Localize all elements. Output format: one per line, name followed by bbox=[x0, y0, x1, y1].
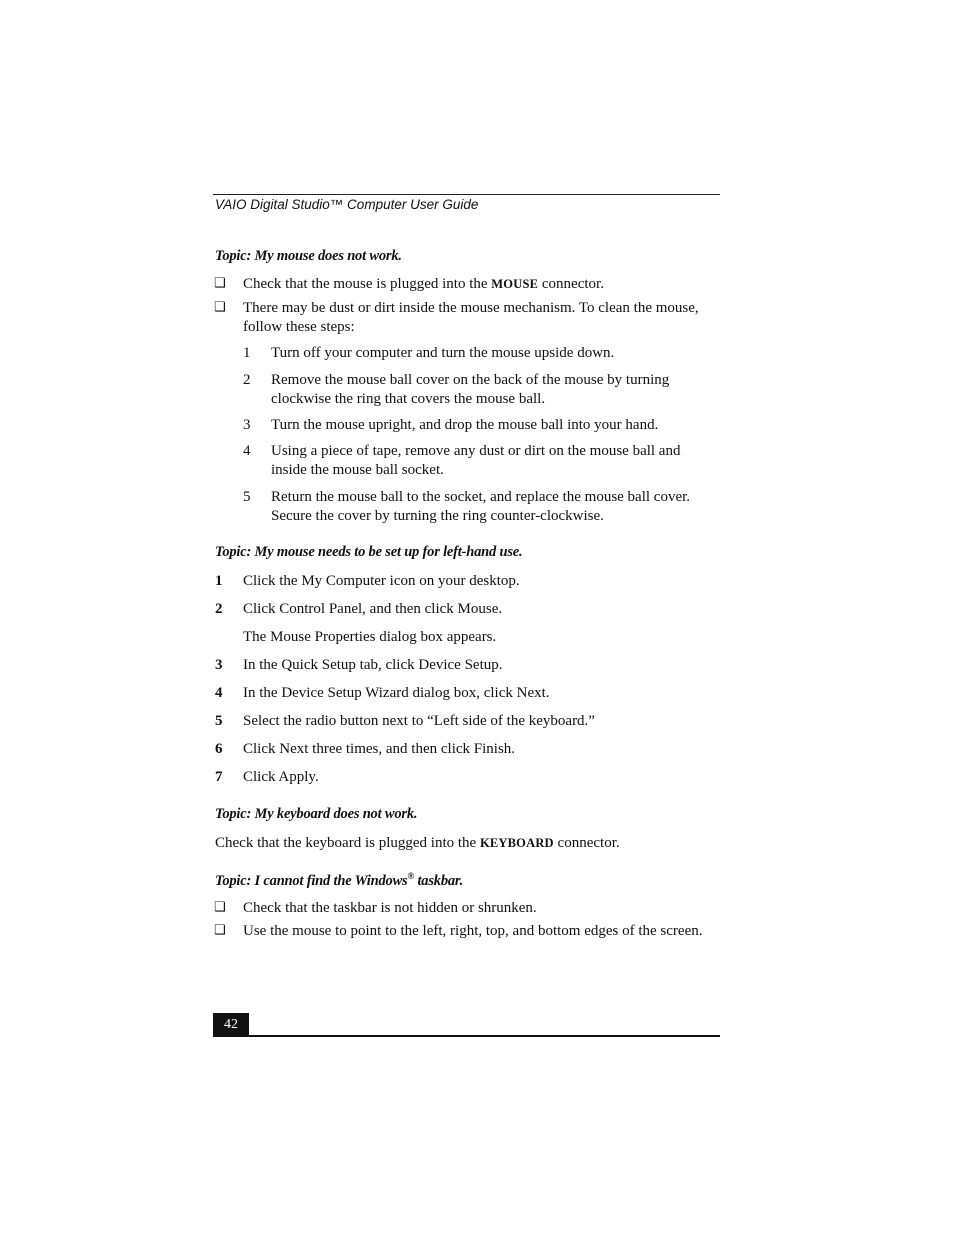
step-text: Remove the mouse ball cover on the back of the mouse by turning bbox=[271, 372, 670, 388]
step-number: 7 bbox=[215, 769, 223, 785]
bullet-checkbox-icon: ❑ bbox=[214, 300, 226, 315]
header-rule bbox=[213, 194, 720, 195]
keyboard-connector-label: KEYBOARD bbox=[479, 836, 554, 850]
title-text: taskbar. bbox=[417, 872, 463, 889]
step-text: Return the mouse ball to the socket, and replace the mouse ball cover. bbox=[271, 489, 691, 505]
section-title-taskbar bbox=[215, 871, 463, 890]
bullet-text: follow these steps: bbox=[243, 318, 355, 335]
bullet-clean-mouse bbox=[243, 299, 723, 336]
step-text: inside the mouse ball socket. bbox=[271, 461, 444, 478]
page-number: 42 bbox=[213, 1013, 249, 1036]
step-text: clockwise the ring that covers the mouse ball. bbox=[271, 390, 546, 407]
clean-step-5 bbox=[271, 488, 721, 525]
step-text: Using a piece of tape, remove any dust or dirt on the mouse ball and bbox=[271, 443, 681, 459]
section-title-left-hand: Topic: My mouse needs to be set up for left-hand use. bbox=[215, 544, 523, 560]
step-number: 6 bbox=[215, 741, 223, 757]
step-number: 1 bbox=[215, 573, 223, 589]
step-number: 3 bbox=[215, 657, 223, 673]
step-number: 4 bbox=[215, 685, 223, 701]
body-text: Check that the keyboard is plugged into the bbox=[215, 835, 477, 851]
step-number: 1 bbox=[243, 345, 251, 361]
step-text: Turn off your computer and turn the mouse upside down. bbox=[271, 345, 615, 361]
clean-step-1 bbox=[271, 344, 721, 363]
step-number: 5 bbox=[215, 713, 223, 729]
bullet-checkbox-icon: ❑ bbox=[214, 276, 226, 291]
body-text: connector. bbox=[557, 835, 620, 851]
lefthand-note: The Mouse Properties dialog box appears. bbox=[243, 629, 497, 645]
bullet-checkbox-icon: ❑ bbox=[214, 923, 226, 938]
step-text: Secure the cover by turning the ring counter-clockwise. bbox=[271, 507, 604, 524]
section-title-keyboard: Topic: My keyboard does not work. bbox=[215, 806, 418, 822]
clean-step-2 bbox=[271, 371, 721, 408]
lefthand-step-6: Click Next three times, and then click Finish. bbox=[243, 741, 516, 757]
step-number: 3 bbox=[243, 417, 251, 433]
clean-step-4 bbox=[271, 442, 721, 479]
step-number: 2 bbox=[215, 601, 223, 617]
step-text: Turn the mouse upright, and drop the mouse ball into your hand. bbox=[271, 417, 659, 433]
taskbar-bullet-2: Use the mouse to point to the left, right, top, and bottom edges of the screen. bbox=[243, 923, 703, 939]
bullet-checkbox-icon: ❑ bbox=[214, 900, 226, 915]
clean-step-3 bbox=[271, 416, 721, 435]
title-text: Topic: I cannot find the Windows bbox=[215, 872, 408, 889]
section-title-mouse-not-work: Topic: My mouse does not work. bbox=[215, 248, 402, 264]
lefthand-step-2: Click Control Panel, and then click Mouse. bbox=[243, 601, 503, 617]
lefthand-step-1: Click the My Computer icon on your desktop. bbox=[243, 573, 520, 589]
step-number: 4 bbox=[243, 443, 251, 459]
bullet-text: There may be dust or dirt inside the mouse mechanism. To clean the mouse, bbox=[243, 300, 699, 316]
lefthand-step-7: Click Apply. bbox=[243, 769, 319, 785]
footer-rule bbox=[213, 1035, 720, 1037]
mouse-connector-label: MOUSE bbox=[491, 277, 539, 291]
taskbar-bullet-1: Check that the taskbar is not hidden or shrunken. bbox=[243, 900, 537, 916]
lefthand-step-5: Select the radio button next to “Left side of the keyboard.” bbox=[243, 713, 595, 729]
bullet-text: Check that the mouse is plugged into the bbox=[243, 276, 488, 292]
lefthand-step-4: In the Device Setup Wizard dialog box, click Next. bbox=[243, 685, 550, 701]
step-number: 2 bbox=[243, 372, 251, 388]
lefthand-step-3: In the Quick Setup tab, click Device Setup. bbox=[243, 657, 503, 673]
step-number: 5 bbox=[243, 489, 251, 505]
running-head: VAIO Digital Studio™ Computer User Guide bbox=[215, 197, 479, 212]
bullet-mouse-connector bbox=[243, 275, 723, 294]
registered-mark: ® bbox=[407, 871, 415, 881]
bullet-text: connector. bbox=[541, 276, 604, 292]
keyboard-check-text bbox=[215, 834, 720, 853]
